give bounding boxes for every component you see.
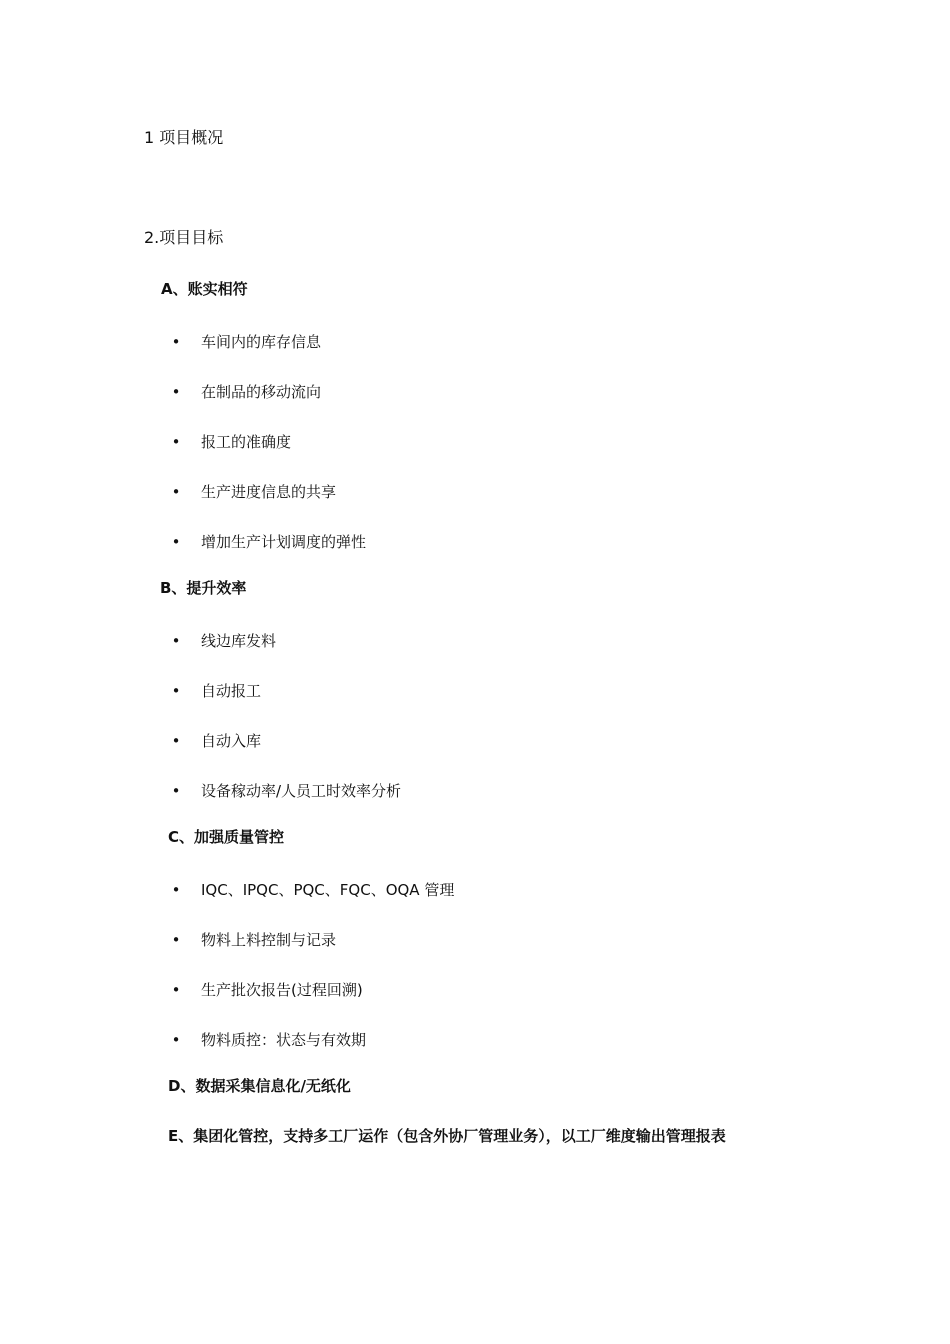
bullet-icon: • xyxy=(171,782,181,800)
list-item: IQC、IPQC、PQC、FQC、OQA 管理 xyxy=(201,881,455,899)
bullet-icon: • xyxy=(171,483,181,501)
goal-d-heading: D、数据采集信息化/无纸化 xyxy=(168,1077,351,1095)
bullet-icon: • xyxy=(171,1031,181,1049)
section-heading-overview: 1 项目概况 xyxy=(144,128,224,147)
list-item: 物料质控：状态与有效期 xyxy=(201,1031,367,1049)
list-item: 设备稼动率/人员工时效率分析 xyxy=(201,782,402,800)
bullet-icon: • xyxy=(171,881,181,899)
list-item: 生产进度信息的共享 xyxy=(201,483,337,501)
list-item: 在制品的移动流向 xyxy=(201,383,322,401)
list-item: 自动报工 xyxy=(201,682,262,700)
bullet-icon: • xyxy=(171,632,181,650)
list-item: 增加生产计划调度的弹性 xyxy=(201,533,367,551)
list-item: 车间内的库存信息 xyxy=(201,333,322,351)
goal-e-heading: E、集团化管控，支持多工厂运作（包含外协厂管理业务），以工厂维度输出管理报表 xyxy=(168,1127,726,1145)
bullet-icon: • xyxy=(171,383,181,401)
goal-b-heading: B、提升效率 xyxy=(160,579,247,597)
bullet-icon: • xyxy=(171,732,181,750)
goal-c-heading: C、加强质量管控 xyxy=(168,828,285,846)
section-heading-goals: 2.项目目标 xyxy=(144,228,224,247)
bullet-icon: • xyxy=(171,333,181,351)
goal-a-heading: A、账实相符 xyxy=(161,280,248,298)
list-item: 生产批次报告(过程回溯) xyxy=(201,981,363,999)
bullet-icon: • xyxy=(171,931,181,949)
bullet-icon: • xyxy=(171,533,181,551)
list-item: 报工的准确度 xyxy=(201,433,292,451)
list-item: 自动入库 xyxy=(201,732,262,750)
bullet-icon: • xyxy=(171,682,181,700)
list-item: 线边库发料 xyxy=(201,632,277,650)
list-item: 物料上料控制与记录 xyxy=(201,931,337,949)
bullet-icon: • xyxy=(171,433,181,451)
bullet-icon: • xyxy=(171,981,181,999)
